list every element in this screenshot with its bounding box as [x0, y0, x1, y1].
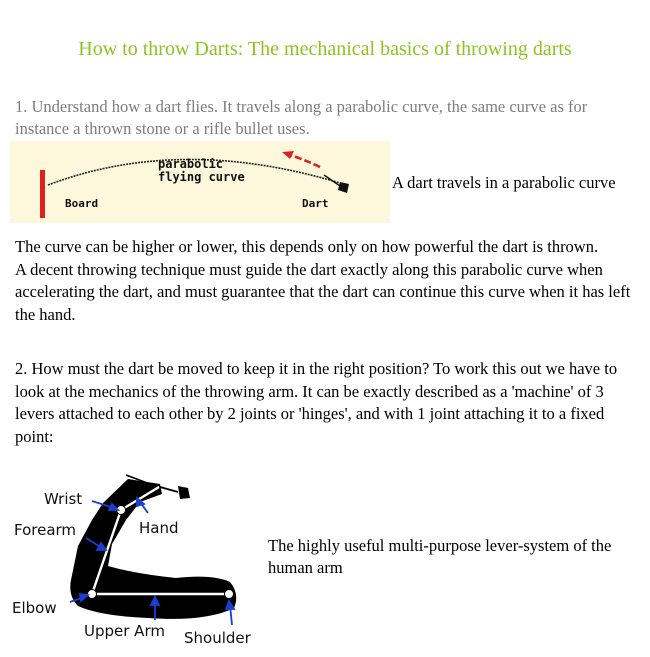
- shoulder-label: Shoulder: [184, 629, 251, 647]
- arm-caption: The highly useful multi-purpose lever-system of the human arm: [268, 536, 612, 577]
- intro-paragraph: 1. Understand how a dart flies. It travels along a parabolic curve, the same curve as for instance a thrown stone or a rifle bullet uses.: [15, 97, 588, 138]
- body-paragraph-1: [15, 236, 640, 326]
- technique-text: A decent throwing technique must guide the dart exactly along this parabolic curve when accelerating the dart, and must guarantee that the dart can continue this curve when it has left the hand.: [15, 259, 631, 324]
- shoulder-joint: [225, 590, 234, 599]
- dartboard-bar: [40, 170, 45, 218]
- upper-arm-label: Upper Arm: [84, 622, 165, 640]
- arm-figure: [8, 470, 270, 650]
- curve-height-text: The curve can be higher or lower, this depends only on how powerful the dart is thrown.: [15, 237, 599, 256]
- hand-label: Hand: [139, 519, 179, 537]
- held-dart-flight: [178, 486, 190, 499]
- curve-label-line1: parabolic: [158, 157, 224, 171]
- board-label: Board: [65, 197, 99, 210]
- direction-arrow: [287, 154, 320, 167]
- parabola-figure: [10, 141, 390, 223]
- parabola-diagram: [10, 141, 390, 223]
- wrist-label: Wrist: [44, 490, 83, 508]
- dart-flight: [338, 182, 349, 193]
- arm-silhouette: [70, 479, 236, 619]
- elbow-label: Elbow: [12, 599, 57, 617]
- body-paragraph-2: 2. How must the dart be moved to keep it in the right position? To work this out we have to look at the mechanics of the throwing arm. It can be exactly described as a 'machine' of 3 levers attached to each other by 2 joints or 'hinges', and with 1 joint attaching it to a fixed point:: [15, 359, 618, 446]
- dart-label: Dart: [302, 197, 329, 210]
- elbow-joint: [88, 590, 97, 599]
- arm-diagram: [8, 470, 270, 650]
- page-title: How to throw Darts: The mechanical basics of throwing darts: [78, 38, 572, 60]
- curve-label-line2: flying curve: [158, 170, 245, 184]
- dart-shaft: [324, 175, 340, 186]
- parabola-caption: A dart travels in a parabolic curve: [392, 173, 616, 192]
- forearm-label: Forearm: [14, 521, 77, 539]
- held-dart-shaft: [160, 487, 178, 492]
